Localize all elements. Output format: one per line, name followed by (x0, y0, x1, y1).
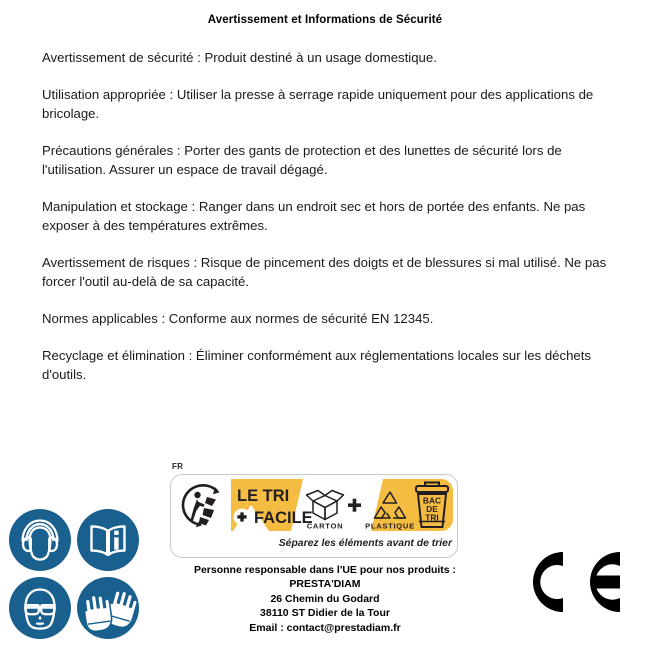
mandatory-pictogram-group (8, 508, 142, 642)
headline-facile: FACILE (254, 509, 313, 527)
material-plastique-label: PLASTIQUE (365, 521, 415, 531)
bin-line-1: BAC (422, 495, 442, 506)
responsible-company: PRESTA'DIAM (289, 578, 361, 591)
info-tri-footer: Séparez les éléments avant de trier (278, 538, 452, 549)
responsible-intro: Personne responsable dans l'UE pour nos produits : (193, 564, 457, 576)
bin-line-3: TRI (425, 512, 439, 523)
bin-line-2: DE (426, 504, 438, 514)
info-tri-graphic (171, 475, 457, 557)
page-title: Avertissement et Informations de Sécurité (207, 14, 443, 26)
responsible-email: Email : contact@prestadiam.fr (249, 621, 401, 634)
eye-protection-icon (8, 576, 72, 640)
info-tri-label (170, 462, 458, 560)
language-tag: FR (172, 462, 184, 471)
read-instructions-icon (76, 508, 140, 572)
safety-text-body (42, 48, 614, 402)
headline-le-tri: LE TRI (237, 487, 290, 505)
safety-paragraph: Recyclage et élimination : Éliminer conformément aux réglementations locales sur les déchets d'outils. (42, 348, 592, 382)
safety-paragraph: Utilisation appropriée : Utiliser la presse à serrage rapide uniquement pour des applications de bricolage. (42, 87, 594, 121)
safety-paragraph: Manipulation et stockage : Ranger dans un endroit sec et hors de portée des enfants. Ne pas exposer à des températures extrêmes. (42, 199, 586, 233)
hand-protection-icon (76, 576, 140, 640)
ear-protection-icon (8, 508, 72, 572)
material-carton-label: CARTON (306, 521, 344, 531)
ce-mark-icon (516, 546, 628, 618)
safety-paragraph: Normes applicables : Conforme aux normes de sécurité EN 12345. (42, 311, 434, 326)
safety-paragraph: Précautions générales : Porter des gants de protection et des lunettes de sécurité lors de l'utilisation. Assurer un espace de travail dégagé. (42, 143, 562, 177)
responsible-street: 26 Chemin du Godard (270, 592, 380, 605)
info-tri-card (170, 474, 458, 558)
responsible-city: 38110 ST Didier de la Tour (260, 607, 390, 620)
safety-paragraph: Avertissement de risques : Risque de pincement des doigts et de blessures si mal utilisé. Ne pas forcer l'outil au-delà de sa capacité. (42, 255, 607, 289)
eu-responsible-person-block (150, 563, 500, 635)
plus-badge (234, 509, 251, 526)
safety-paragraph: Avertissement de sécurité : Produit destiné à un usage domestique. (42, 50, 437, 65)
